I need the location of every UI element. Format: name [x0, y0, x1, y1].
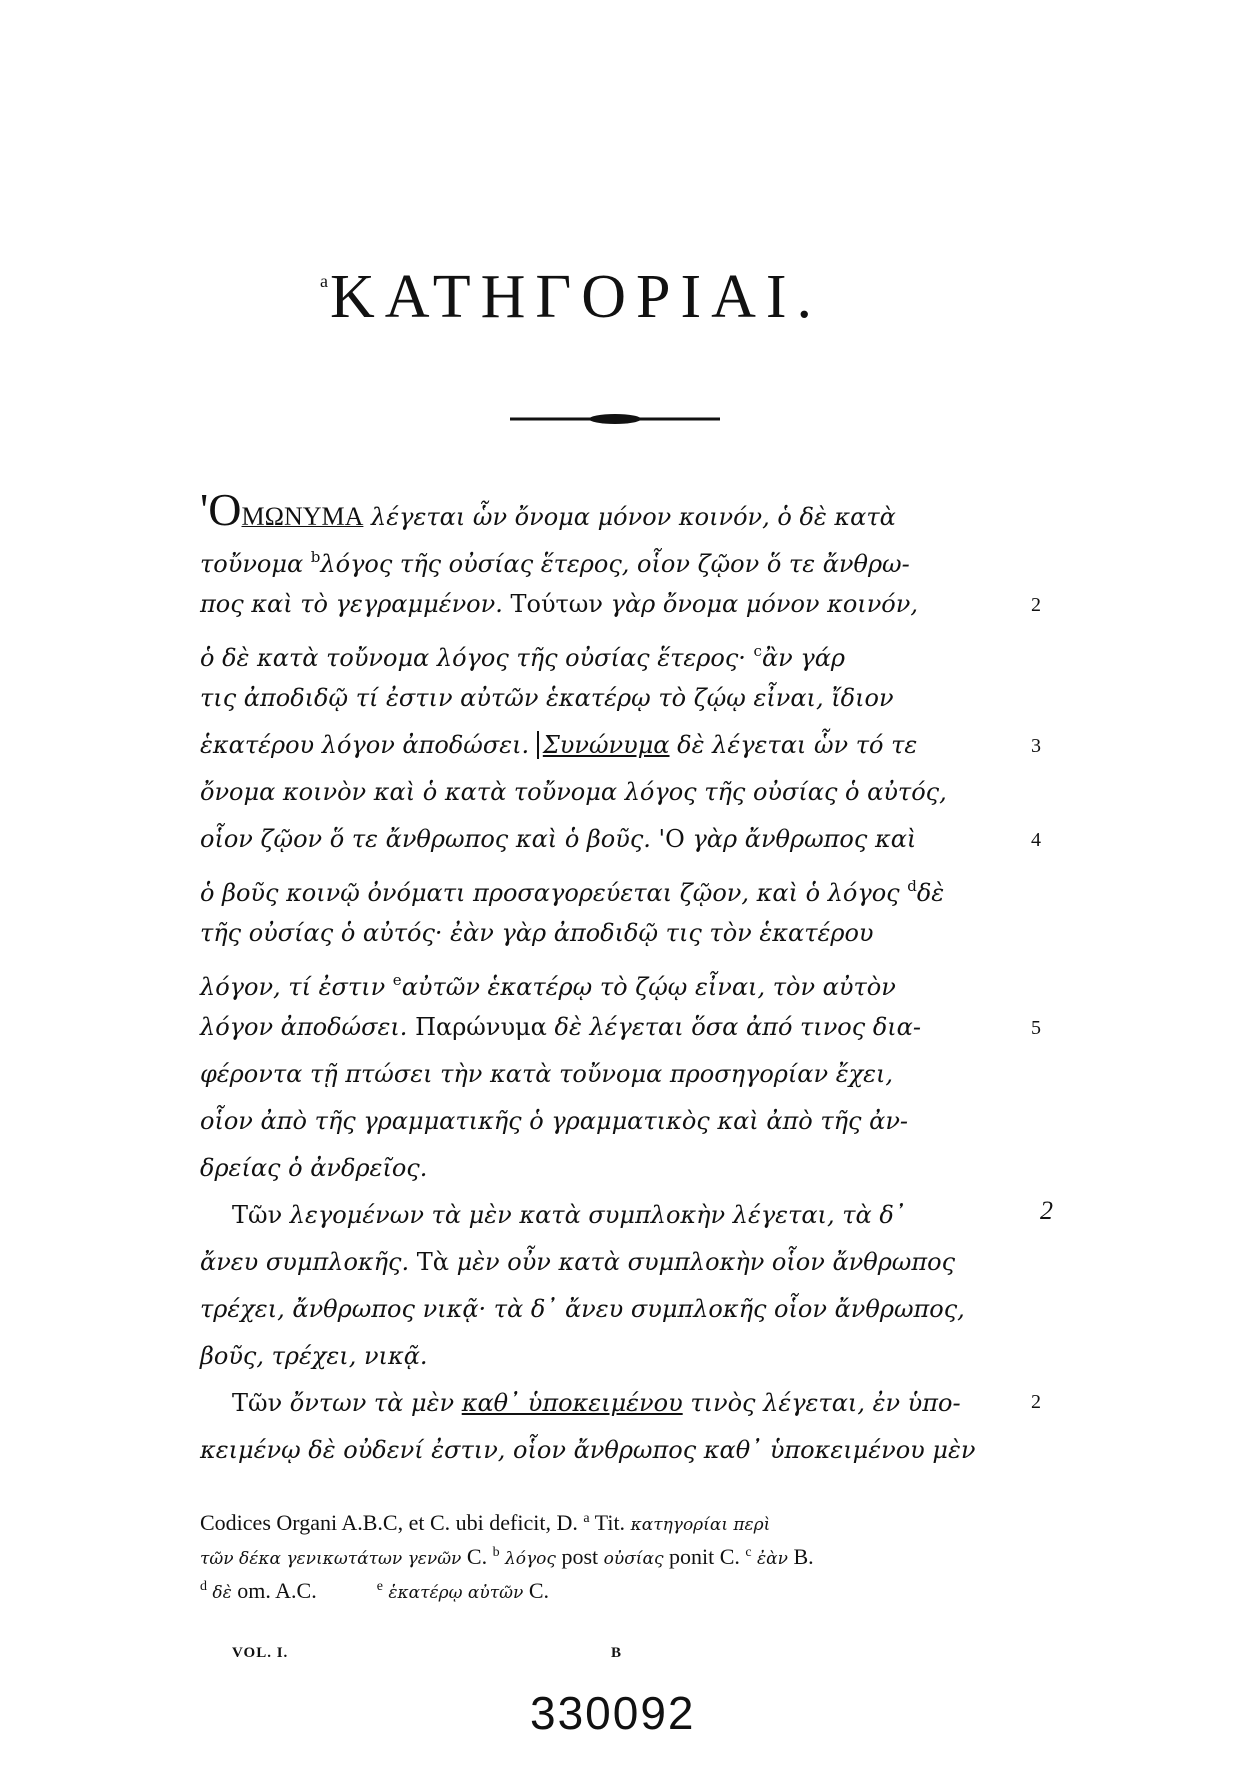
line-text: 'Ο: [658, 825, 685, 853]
footnote-greek: τῶν δέκα γενικωτάτων γενῶν: [200, 1549, 462, 1569]
line-text: οἷον ζῷον ὅ τε ἄνθρωπος καὶ ὁ βοῦς.: [200, 825, 659, 853]
footnote-text: om. A.C.: [231, 1578, 317, 1603]
text-line: οἷον ἀπὸ τῆς γραμματικῆς ὁ γραμματικὸς καὶ ἀπὸ τῆς ἀν-: [200, 1107, 909, 1135]
text-line: [200, 725, 1030, 765]
text-line: [200, 584, 1030, 624]
title-text: ΚΑΤΗΓΟΡΙΑΙ.: [330, 263, 823, 331]
footnote-mark: c: [753, 642, 762, 660]
underlined-phrase: καθ᾽ ὑποκειμένου: [461, 1389, 683, 1417]
library-stamp-number: 330092: [530, 1687, 696, 1739]
gathering-signature: B: [611, 1645, 623, 1661]
footnote-mark: e: [392, 971, 402, 989]
footnote-text: B.: [787, 1544, 814, 1569]
line-text: ὁ δὲ κατὰ τοὔνομα λόγος τῆς οὐσίας ἕτερος·: [200, 644, 754, 672]
line-text: λέγεται ὧν ὄνομα μόνον κοινόν, ὁ δὲ κατὰ: [363, 503, 896, 531]
footnote-greek: κατηγορίαι περὶ: [630, 1515, 771, 1535]
footnote-text: Tit.: [589, 1510, 631, 1535]
text-line: τις ἀποδιδῷ τί ἐστιν αὐτῶν ἑκατέρῳ τὸ ζῴῳ εἶναι, ἴδιον: [200, 684, 894, 712]
drop-cap: 'Ο: [200, 484, 242, 535]
line-text: δὲ λέγεται ὧν τό τε: [669, 731, 918, 759]
term-synonyma: Συνώνυμα: [537, 731, 670, 759]
title-footnote-mark: a: [320, 271, 328, 291]
text-line: τῆς οὐσίας ὁ αὐτός· ἐὰν γὰρ ἀποδιδῷ τις τὸν ἑκατέρου: [200, 919, 874, 947]
line-text: τινὸς λέγεται, ἐν ὑπο-: [682, 1389, 961, 1417]
footnote-mark: e: [376, 1579, 383, 1594]
page-title: [320, 262, 940, 333]
margin-number: 2: [1040, 1196, 1053, 1225]
line-text: γὰρ ὄνομα μόνον κοινόν,: [602, 590, 918, 618]
text-line: [200, 631, 1030, 671]
text-line: [200, 866, 1030, 906]
text-line: [200, 537, 1030, 577]
text-line: [200, 484, 1030, 535]
margin-number: 2: [1031, 1391, 1041, 1413]
line-text: λόγον ἀποδώσει.: [200, 1013, 416, 1041]
margin-number: 4: [1031, 829, 1041, 851]
margin-number: 3: [1031, 735, 1041, 757]
line-text: λεγομένων τὰ μὲν κατὰ συμπλοκὴν λέγεται, τὰ δ᾽: [282, 1201, 906, 1229]
footnote-greek: ἐὰν: [751, 1549, 788, 1569]
text-line: τρέχει, ἄνθρωπος νικᾷ· τὰ δ᾽ ἄνευ συμπλοκῆς οἷον ἄνθρωπος,: [200, 1295, 965, 1323]
line-text: ἄνευ συμπλοκῆς.: [200, 1248, 417, 1276]
text-line: φέροντα τῇ πτώσει τὴν κατὰ τοὔνομα προσηγορίαν ἔχει,: [200, 1060, 894, 1088]
footnote-text: C.: [461, 1544, 493, 1569]
footnote-mark: d: [907, 877, 917, 895]
margin-number: 5: [1031, 1017, 1041, 1039]
line-text: δὲ: [916, 879, 945, 907]
footnote-mark: d: [200, 1579, 207, 1594]
line-text: γὰρ ἄνθρωπος καὶ: [684, 825, 917, 853]
line-text: Τὰ: [416, 1248, 449, 1276]
text-line: κειμένῳ δὲ οὐδενί ἐστιν, οἷον ἄνθρωπος καθ᾽ ὑποκειμένου μὲν: [200, 1436, 976, 1464]
footnote-text: ponit C.: [663, 1544, 746, 1569]
volume-signature: VOL. I.: [232, 1645, 289, 1661]
footnote-mark: b: [492, 1545, 500, 1560]
footnote-mark: a: [583, 1511, 590, 1526]
line-text: ἑκατέρου λόγον ἀποδώσει.: [200, 731, 537, 759]
line-text: ὄντων τὰ μὲν: [282, 1389, 462, 1417]
line-text: Τῶν: [232, 1389, 283, 1417]
text-line: ὄνομα κοινὸν καὶ ὁ κατὰ τοὔνομα λόγος τῆς οὐσίας ὁ αὐτός,: [200, 778, 947, 806]
footnote-greek: ἑκατέρῳ αὐτῶν: [382, 1583, 524, 1603]
text-line: [200, 960, 1030, 1000]
line-text: τοὔνομα: [200, 550, 311, 578]
footnote-greek: δὲ: [207, 1583, 232, 1603]
text-line: [232, 1195, 1062, 1235]
text-line: [200, 1242, 1030, 1282]
line-text: λόγον, τί ἐστιν: [200, 973, 393, 1001]
line-text: δὲ λέγεται ὅσα ἀπό τινος δια-: [546, 1013, 921, 1041]
footnote-line: [200, 1538, 1030, 1574]
line-text: Τούτων: [510, 590, 603, 618]
line-text: Τῶν: [232, 1201, 283, 1229]
ornamental-rule: [510, 413, 720, 425]
term-paronyma: Παρώνυμα: [415, 1013, 547, 1041]
line-text: μὲν οὖν κατὰ συμπλοκὴν οἷον ἄνθρωπος: [448, 1248, 956, 1276]
footnote-text: C.: [523, 1578, 549, 1603]
line-text: πος καὶ τὸ γεγραμμένον.: [200, 590, 511, 618]
text-line: [200, 1007, 1030, 1047]
text-line: [200, 819, 1030, 859]
margin-number: 2: [1031, 594, 1041, 616]
text-line: βοῦς, τρέχει, νικᾷ.: [200, 1342, 428, 1370]
footnote-greek: οὐσίας: [603, 1549, 664, 1569]
line-text: αὐτῶν ἑκατέρῳ τὸ ζῴῳ εἶναι, τὸν αὐτὸν: [401, 973, 896, 1001]
footnote-mark: b: [310, 548, 321, 566]
text-line: δρείας ὁ ἀνδρεῖος.: [200, 1154, 428, 1182]
footnote-greek: λόγος: [499, 1549, 556, 1569]
footnote-text: Codices Organi A.B.C, et C. ubi deficit, D.: [200, 1510, 584, 1535]
line-text: ὁ βοῦς κοινῷ ὀνόματι προσαγορεύεται ζῷον, καὶ ὁ λόγος: [200, 879, 908, 907]
footnote-line: [200, 1504, 1030, 1540]
footnote-line: [200, 1572, 1030, 1608]
line-text: λόγος τῆς οὐσίας ἕτερος, οἷον ζῷον ὅ τε ἄνθρω-: [320, 550, 910, 578]
line-text: ἂν γάρ: [761, 644, 846, 672]
footnote-mark: c: [745, 1545, 752, 1560]
term-homonyma: ΜΩΝΥΜΑ: [241, 502, 364, 531]
footnote-text: post: [555, 1544, 604, 1569]
text-line: [232, 1383, 1062, 1423]
